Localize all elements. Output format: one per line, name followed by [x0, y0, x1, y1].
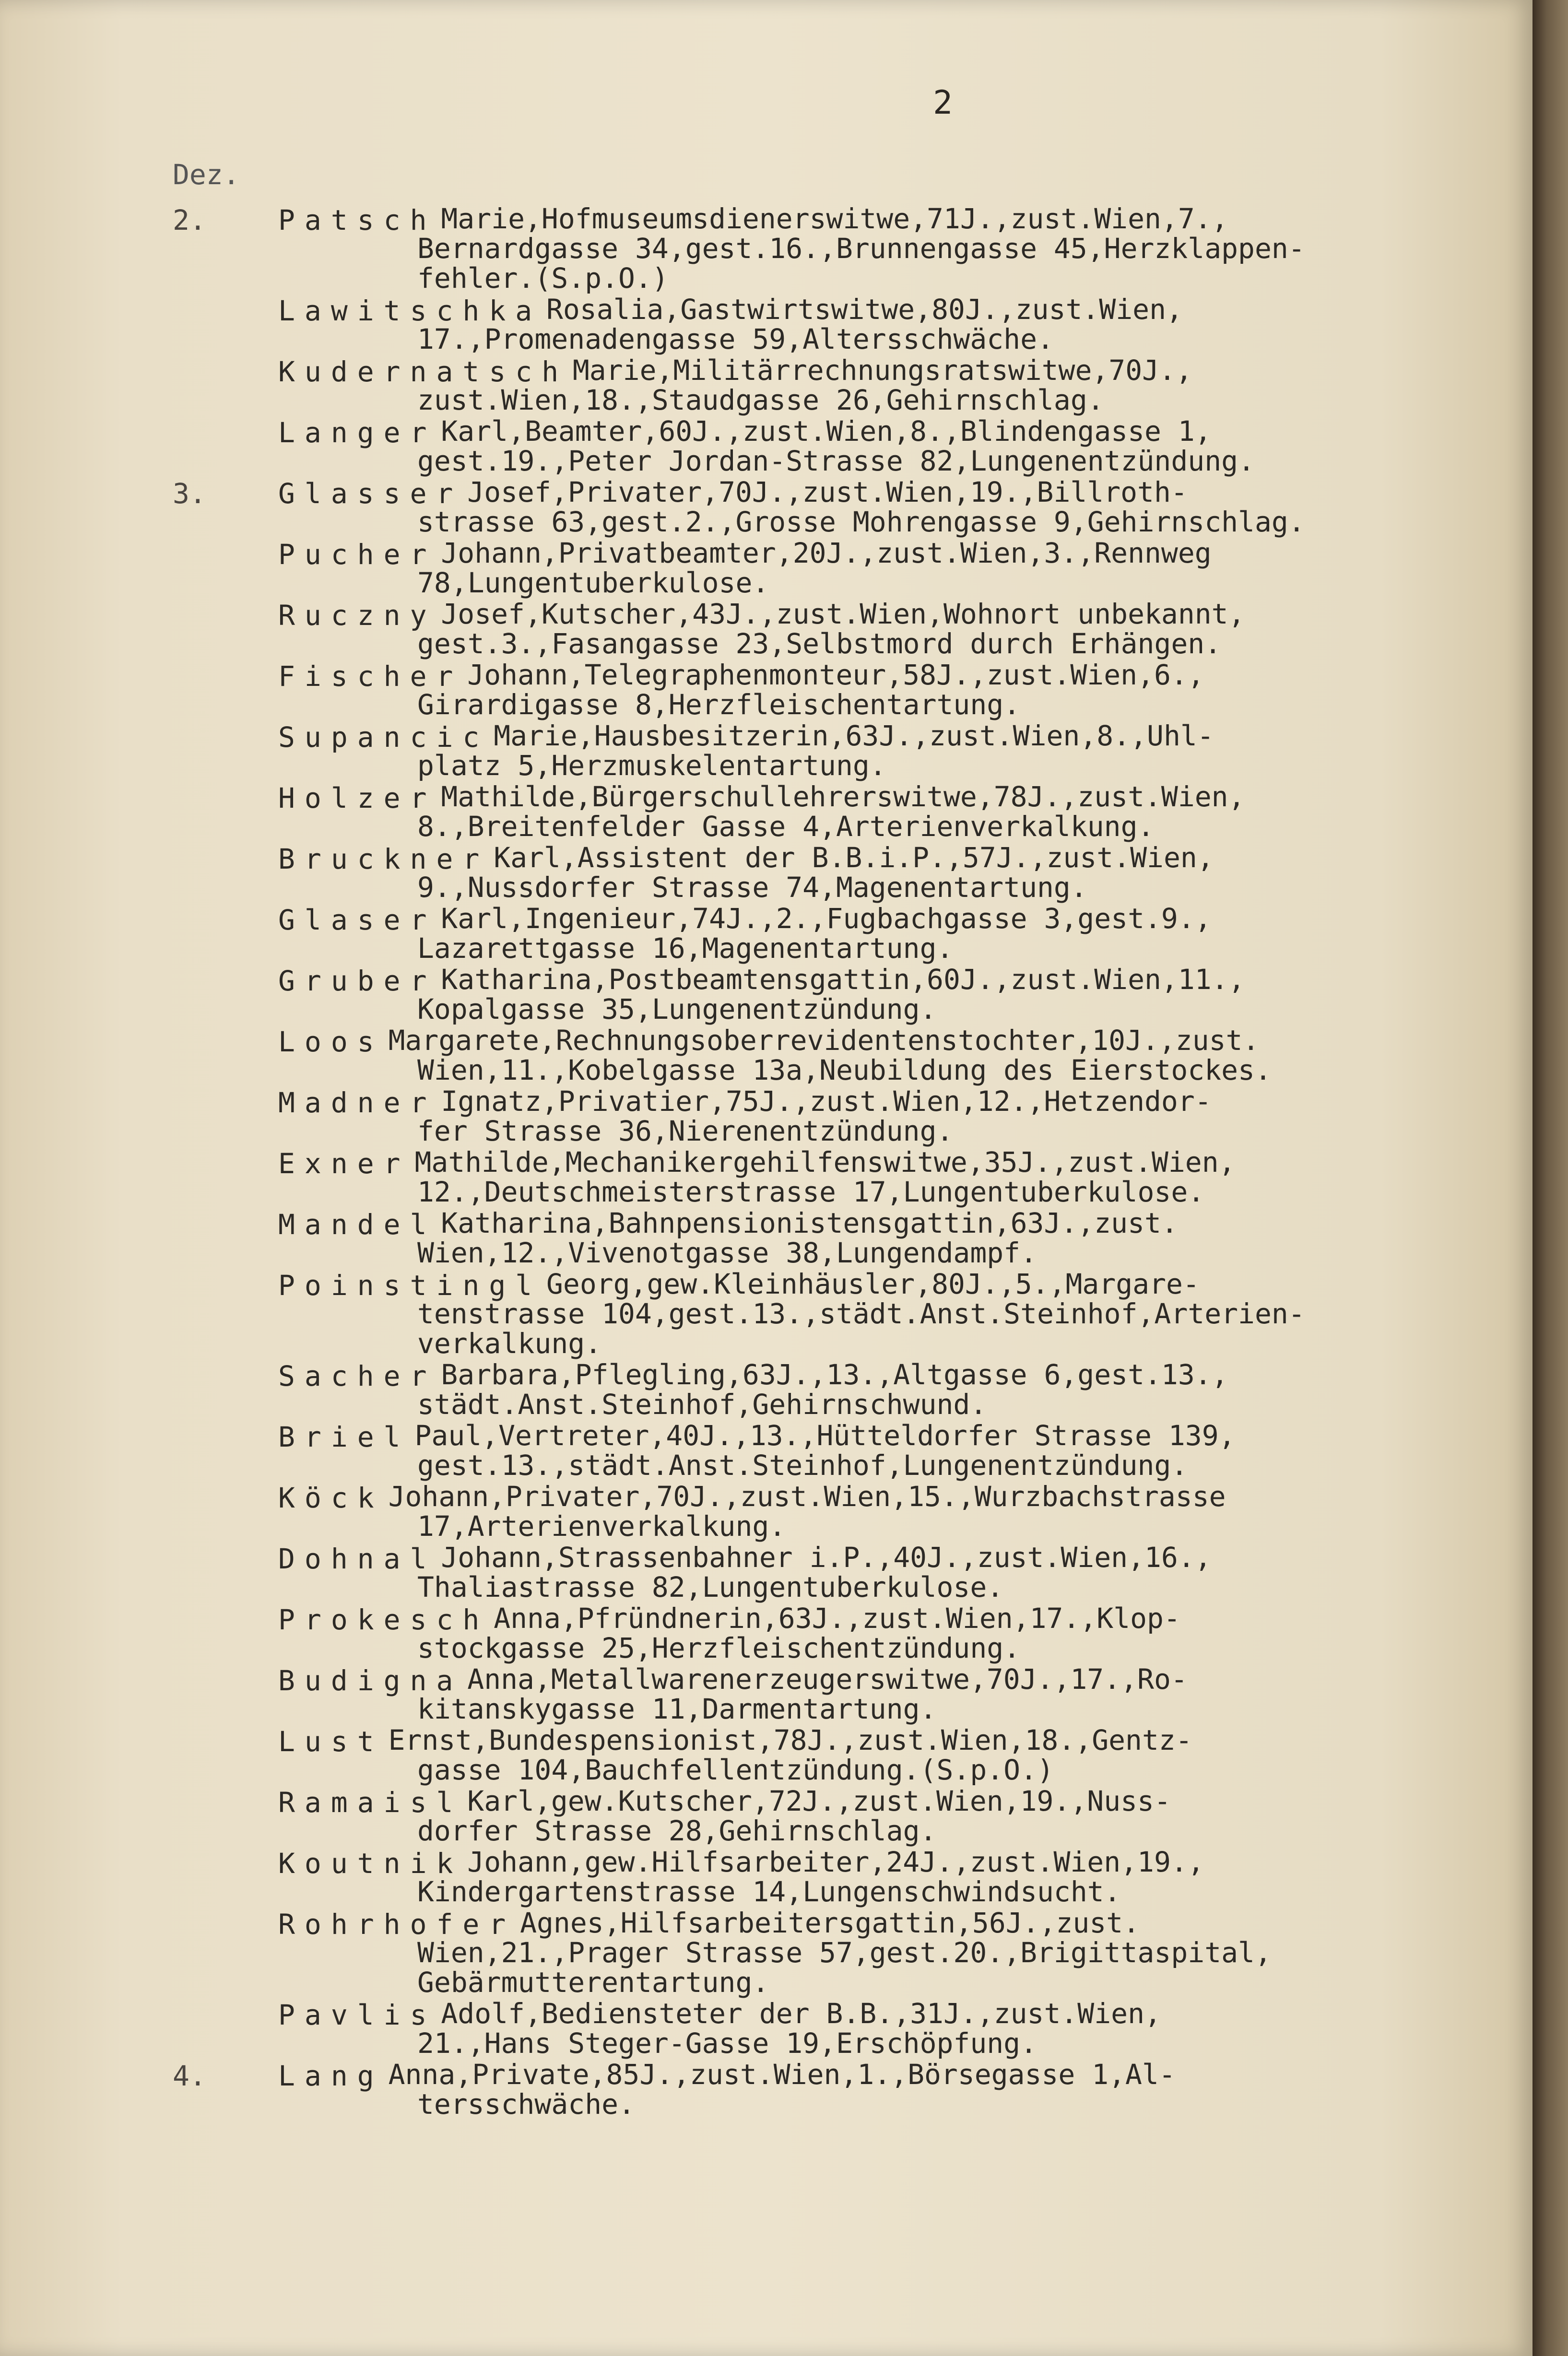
entry-text-line: 17,Arterienverkalkung. [417, 1510, 786, 1543]
entry-text-line: gest.3.,Fasangasse 23,Selbstmord durch Erhängen. [417, 627, 1222, 660]
entry-text-line: Wien,11.,Kobelgasse 13a,Neubildung des Eierstockes. [417, 1054, 1272, 1086]
entry-text-line: Rosalia,Gastwirtswitwe,80J.,zust.Wien, [546, 293, 1183, 326]
entry-surname: Glasser [278, 477, 463, 510]
entry-day: 2. [173, 204, 206, 236]
entry-text-line: Wien,21.,Prager Strasse 57,gest.20.,Brigittaspital, [417, 1936, 1272, 1969]
entry-text-line: Karl,Assistent der B.B.i.P.,57J.,zust.Wien, [494, 841, 1214, 874]
entry-text-line: Kindergartenstrasse 14,Lungenschwindsucht. [417, 1875, 1121, 1908]
entry-surname: Lust [278, 1725, 384, 1758]
entry-text-line: Marie,Militärrechnungsratswitwe,70J., [572, 354, 1192, 387]
entry-surname: Loos [278, 1025, 384, 1058]
entry-text-line: Barbara,Pflegling,63J.,13.,Altgasse 6,gest.13., [441, 1358, 1228, 1391]
entry-surname: Poinstingl [278, 1269, 542, 1302]
entry-surname: Gruber [278, 965, 436, 997]
entry-text-line: Marie,Hausbesitzerin,63J.,zust.Wien,8.,Uhl- [494, 719, 1214, 752]
entry-text-line: 9.,Nussdorfer Strasse 74,Magenentartung. [417, 871, 1087, 904]
entry-text-line: Mathilde,Mechanikergehilfenswitwe,35J.,zust.Wien, [414, 1146, 1236, 1178]
entry-text-line: verkalkung. [417, 1327, 602, 1360]
entry-text-line: Johann,Privater,70J.,zust.Wien,15.,Wurzbachstrasse [388, 1480, 1226, 1513]
entry-surname: Lawitschka [278, 294, 542, 327]
month-label: Dez. [173, 158, 240, 191]
entry-text-line: 78,Lungentuberkulose. [417, 566, 769, 599]
entry-surname: Fischer [278, 660, 463, 693]
entry-text-line: Thaliastrasse 82,Lungentuberkulose. [417, 1571, 1004, 1603]
entry-surname: Madner [278, 1086, 436, 1119]
entry-surname: Prokesch [278, 1603, 489, 1636]
entry-text-line: 12.,Deutschmeisterstrasse 17,Lungentuberkulose. [417, 1176, 1205, 1208]
entry-surname: Exner [278, 1147, 410, 1180]
entry-text-line: zust.Wien,18.,Staudgasse 26,Gehirnschlag. [417, 384, 1104, 416]
entry-text-line: tenstrasse 104,gest.13.,städt.Anst.Steinhof,Arterien- [417, 1297, 1305, 1330]
entry-surname: Budigna [278, 1664, 463, 1697]
entry-text-line: Johann,Telegraphenmonteur,58J.,zust.Wien,6., [467, 659, 1204, 691]
entry-text-line: tersschwäche. [417, 2088, 635, 2120]
entry-text-line: Katharina,Bahnpensionistensgattin,63J.,zust. [441, 1207, 1178, 1239]
entry-text-line: Ernst,Bundespensionist,78J.,zust.Wien,18.,Gentz- [388, 1724, 1192, 1756]
entry-surname: Mandel [278, 1208, 436, 1241]
entry-surname: Langer [278, 416, 436, 449]
entry-text-line: kitanskygasse 11,Darmentartung. [417, 1693, 937, 1725]
entry-text-line: gasse 104,Bauchfellentzündung.(S.p.O.) [417, 1754, 1054, 1786]
entry-surname: Ruczny [278, 599, 436, 632]
entry-text-line: Ignatz,Privatier,75J.,zust.Wien,12.,Hetzendor- [441, 1085, 1212, 1118]
entry-text-line: Paul,Vertreter,40J.,13.,Hütteldorfer Strasse 139, [414, 1419, 1236, 1452]
entry-text-line: Georg,gew.Kleinhäusler,80J.,5.,Margare- [546, 1268, 1200, 1300]
entry-surname: Holzer [278, 782, 436, 814]
entry-surname: Köck [278, 1482, 384, 1514]
entry-text-line: städt.Anst.Steinhof,Gehirnschwund. [417, 1388, 987, 1421]
entry-text-line: Anna,Private,85J.,zust.Wien,1.,Börsegasse 1,Al- [388, 2058, 1176, 2091]
entry-text-line: gest.19.,Peter Jordan-Strasse 82,Lungenentzündung. [417, 445, 1255, 477]
entry-text-line: Mathilde,Bürgerschullehrerswitwe,78J.,zust.Wien, [441, 780, 1245, 813]
entry-surname: Ramaisl [278, 1786, 463, 1819]
entry-surname: Kudernatsch [278, 355, 568, 388]
entry-text-line: Gebärmutterentartung. [417, 1966, 769, 1999]
entry-surname: Koutnik [278, 1847, 463, 1880]
entry-surname: Lang [278, 2060, 384, 2092]
entry-day: 4. [173, 2060, 206, 2092]
entry-text-line: Karl,gew.Kutscher,72J.,zust.Wien,19.,Nuss- [467, 1785, 1171, 1817]
entry-text-line: Johann,Privatbeamter,20J.,zust.Wien,3.,Rennweg [441, 537, 1212, 569]
entry-text-line: Karl,Ingenieur,74J.,2.,Fugbachgasse 3,gest.9., [441, 902, 1212, 935]
entry-text-line: Anna,Metallwarenerzeugerswitwe,70J.,17.,Ro- [467, 1663, 1188, 1696]
entry-surname: Dohnal [278, 1543, 436, 1575]
entry-text-line: Girardigasse 8,Herzfleischentartung. [417, 688, 1021, 721]
entry-text-line: Marie,Hofmuseumsdienerswitwe,71J.,zust.Wien,7., [441, 202, 1228, 235]
entry-text-line: Agnes,Hilfsarbeitersgattin,56J.,zust. [520, 1907, 1140, 1939]
entry-text-line: Kopalgasse 35,Lungenentzündung. [417, 993, 937, 1025]
entry-text-line: Josef,Privater,70J.,zust.Wien,19.,Billroth- [467, 476, 1188, 508]
entry-text-line: Margarete,Rechnungsoberrevidentenstochter,10J.,zust. [388, 1024, 1260, 1057]
entry-text-line: Adolf,Bediensteter der B.B.,31J.,zust.Wien, [441, 1997, 1161, 2030]
entry-day: 3. [173, 477, 206, 510]
entry-surname: Supancic [278, 721, 489, 754]
entry-text-line: fer Strasse 36,Nierenentzündung. [417, 1115, 954, 1147]
entry-surname: Bruckner [278, 843, 489, 875]
entry-surname: Patsch [278, 204, 436, 236]
entry-text-line: Anna,Pfründnerin,63J.,zust.Wien,17.,Klop- [494, 1602, 1180, 1635]
page-number: 2 [933, 84, 953, 122]
entry-surname: Sacher [278, 1360, 436, 1392]
entry-text-line: fehler.(S.p.O.) [417, 262, 669, 294]
entry-text-line: Johann,Strassenbahner i.P.,40J.,zust.Wien,16., [441, 1541, 1212, 1574]
entry-text-line: gest.13.,städt.Anst.Steinhof,Lungenentzündung. [417, 1449, 1188, 1482]
entry-surname: Pavlis [278, 1999, 436, 2031]
entry-text-line: Katharina,Postbeamtensgattin,60J.,zust.Wien,11., [441, 963, 1245, 996]
entry-text-line: Wien,12.,Vivenotgasse 38,Lungendampf. [417, 1237, 1037, 1269]
entry-text-line: 17.,Promenadengasse 59,Altersschwäche. [417, 323, 1054, 355]
entry-surname: Glaser [278, 904, 436, 936]
entry-text-line: 8.,Breitenfelder Gasse 4,Arterienverkalkung. [417, 810, 1155, 843]
entry-surname: Briel [278, 1421, 410, 1453]
entry-text-line: strasse 63,gest.2.,Grosse Mohrengasse 9,Gehirnschlag. [417, 506, 1305, 538]
entry-text-line: Karl,Beamter,60J.,zust.Wien,8.,Blindengasse 1, [441, 415, 1212, 448]
entry-text-line: platz 5,Herzmuskelentartung. [417, 749, 886, 782]
entry-text-line: Bernardgasse 34,gest.16.,Brunnengasse 45,Herzklappen- [417, 232, 1305, 265]
entry-surname: Rohrhofer [278, 1908, 516, 1941]
entry-text-line: Johann,gew.Hilfsarbeiter,24J.,zust.Wien,19., [467, 1846, 1204, 1878]
entry-text-line: 21.,Hans Steger-Gasse 19,Erschöpfung. [417, 2027, 1037, 2060]
entry-text-line: dorfer Strasse 28,Gehirnschlag. [417, 1814, 937, 1847]
entry-text-line: Lazarettgasse 16,Magenentartung. [417, 932, 954, 965]
binding-edge [1533, 0, 1568, 2356]
entry-text-line: Josef,Kutscher,43J.,zust.Wien,Wohnort unbekannt, [441, 598, 1245, 630]
entry-surname: Pucher [278, 538, 436, 571]
entry-text-line: stockgasse 25,Herzfleischentzündung. [417, 1632, 1021, 1664]
